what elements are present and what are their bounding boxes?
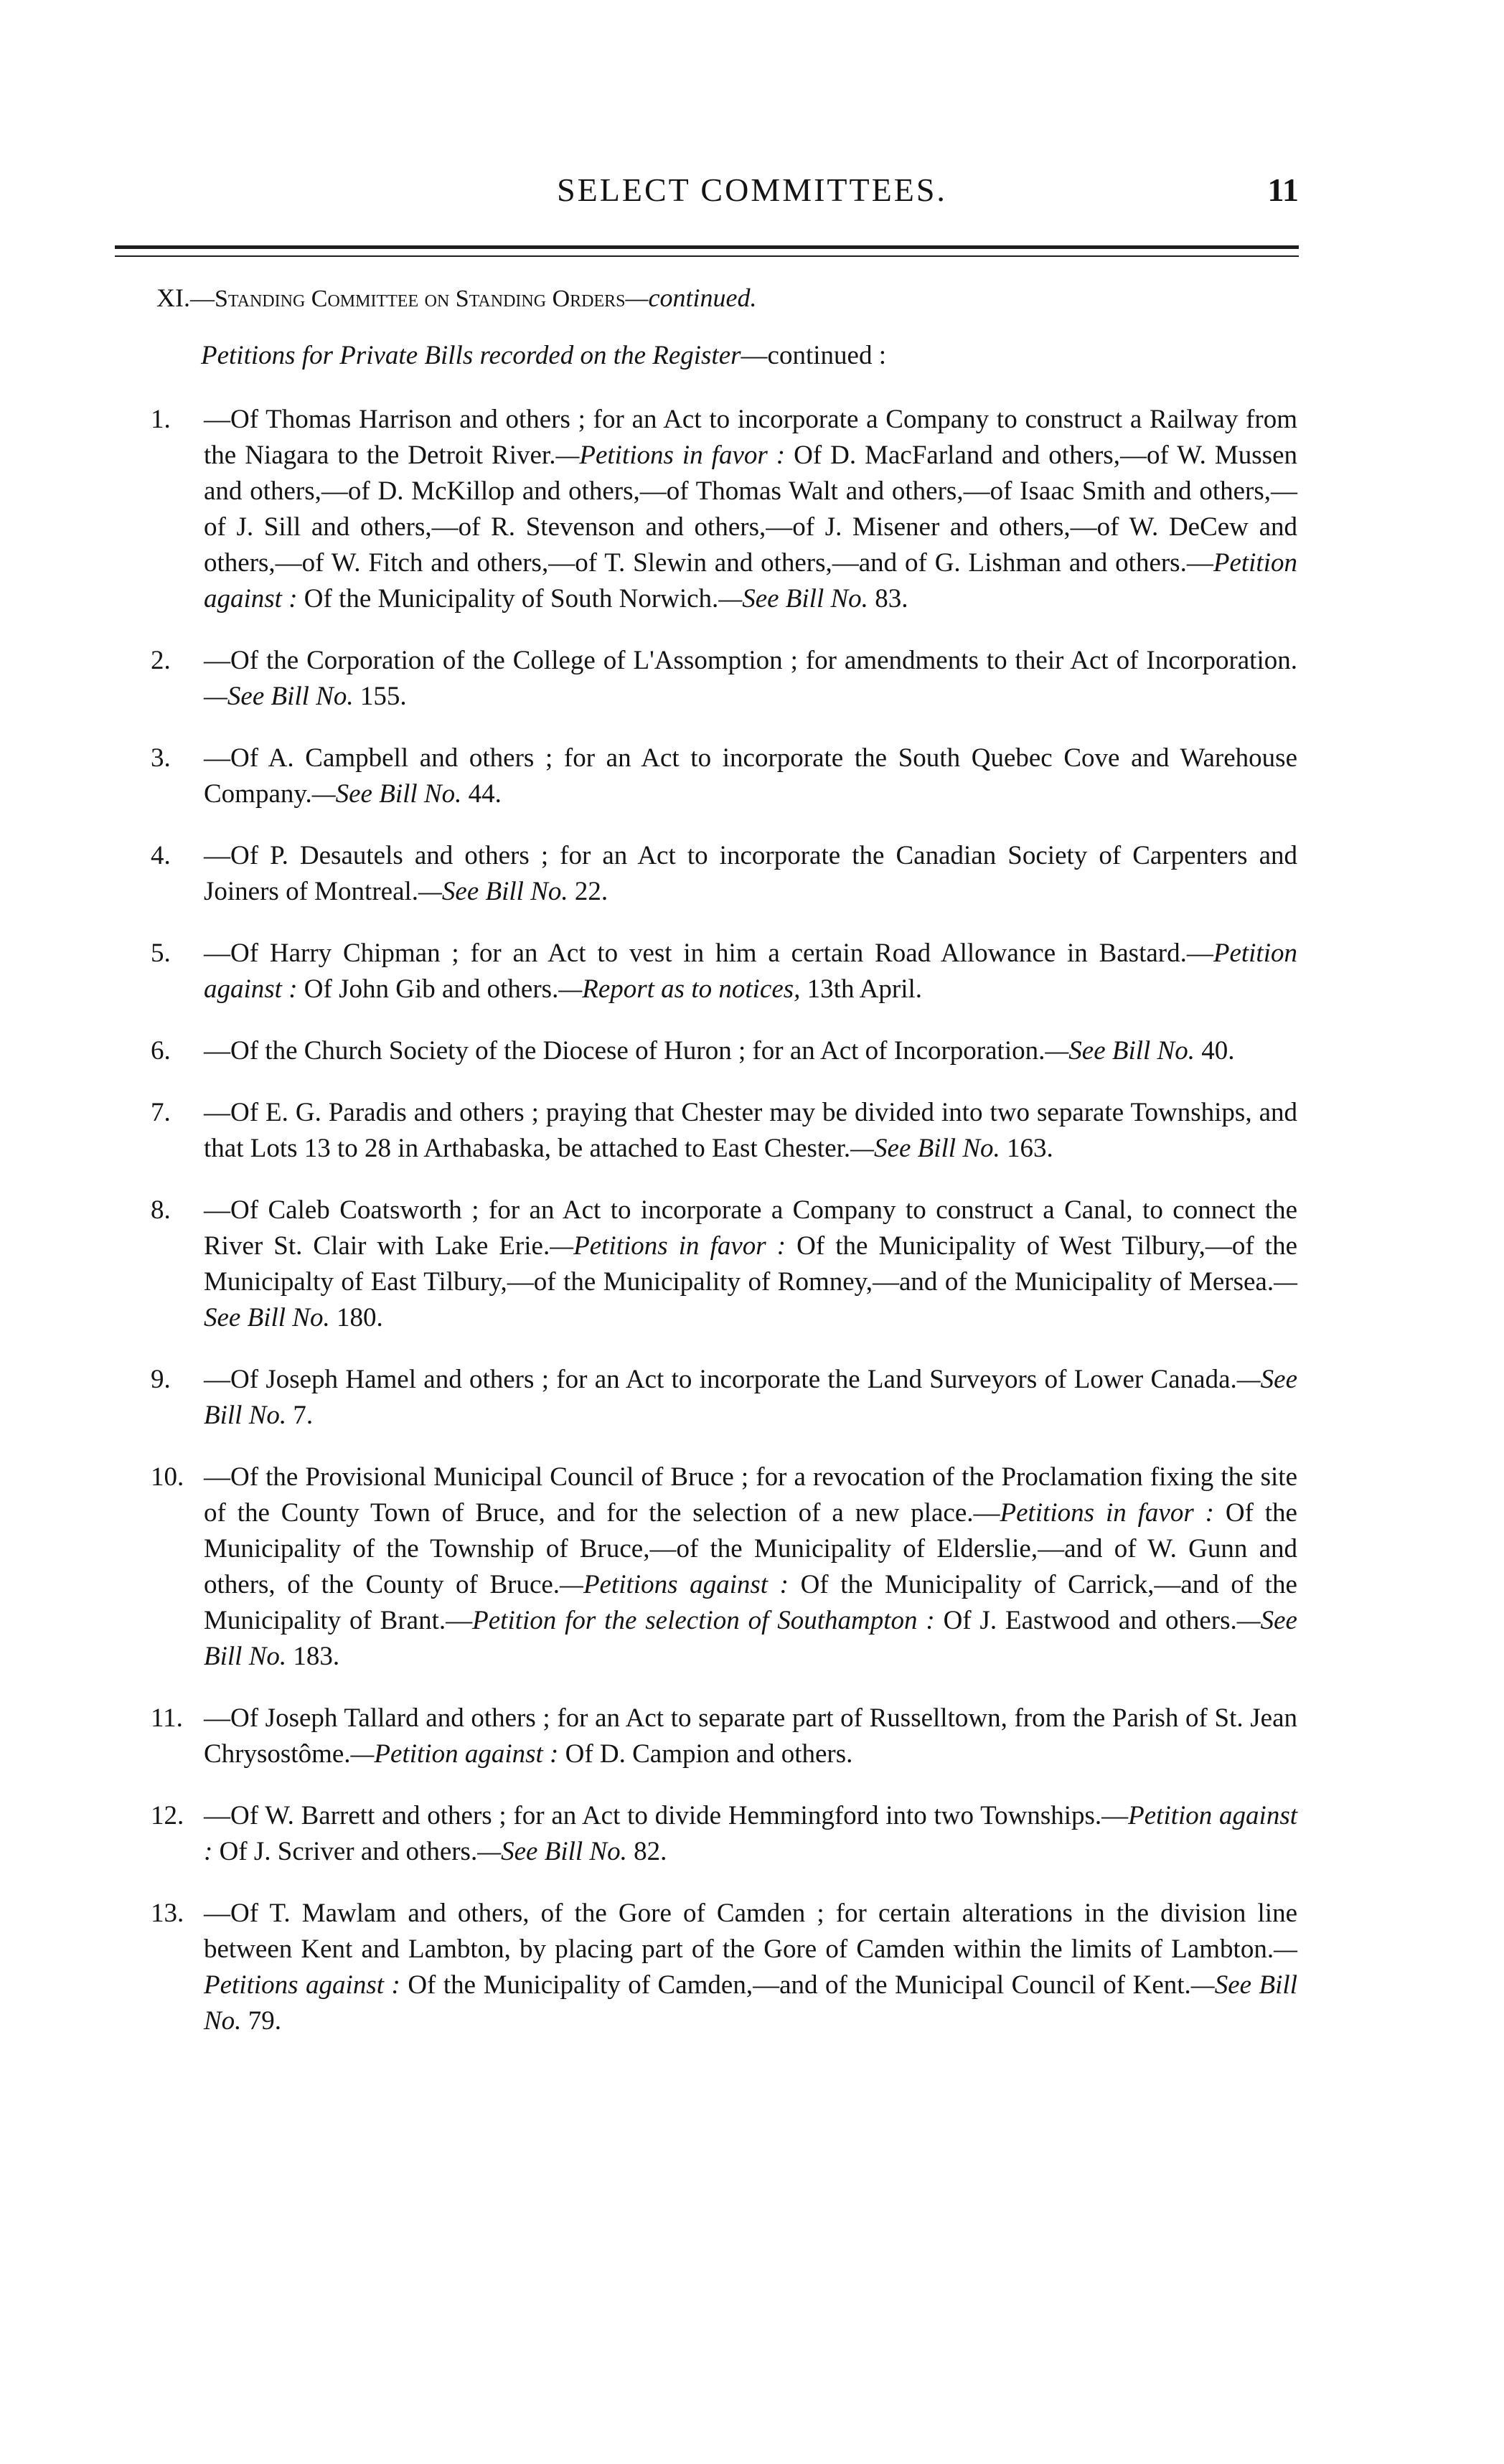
entry-italic-phrase: —See Bill No.: [418, 877, 568, 906]
entry-number: 8.: [151, 1195, 171, 1225]
entry-text-segment: Of the Municipality of Camden,—and of the Municipal Council of Kent.: [400, 1970, 1191, 2000]
list-item: [151, 838, 1297, 910]
list-item: [151, 1095, 1297, 1167]
header-rule-thick: [115, 245, 1299, 249]
list-item: [151, 402, 1297, 617]
entry-italic-phrase: —See Bill No.: [204, 682, 354, 711]
entry-text-segment: —Of the Corporation of the College of L'Assomption ; for amendments to their Act of Incorporation.: [204, 646, 1297, 675]
entry-number: 4.: [151, 841, 171, 870]
entry-text-segment: 40.: [1195, 1036, 1235, 1066]
entry-number: 13.: [151, 1899, 184, 1928]
entry-text-segment: Of the Municipality of South Norwich.: [297, 584, 719, 613]
page-number: 11: [1267, 171, 1299, 208]
entry-text-segment: Of the Municipality of West Tilbury,—of the Municipalty of East Tilbury,—of the Municipality of Romney,—and of the Municipality of Mersea.: [204, 1231, 1297, 1297]
entry-text: [204, 841, 1297, 906]
entry-italic-phrase: —Petitions in favor :: [550, 1231, 786, 1261]
list-item: [151, 1033, 1297, 1069]
entry-text-segment: —Of P. Desautels and others ; for an Act to incorporate the Canadian Society of Carpenters and Joiners of Montreal.: [204, 841, 1297, 906]
page-title: SELECT COMMITTEES.: [557, 171, 947, 208]
entry-text-segment: 7.: [286, 1401, 314, 1430]
entry-text-segment: 183.: [286, 1642, 340, 1671]
entry-text-segment: —Of Thomas Harrison and others ; for an Act to incorporate a Company to construct a Railway from the Niagara to the Detroit River.: [204, 405, 1297, 470]
entry-number: 2.: [151, 646, 171, 675]
entry-text-segment: —Of the Provisional Municipal Council of Bruce ; for a revocation of the Proclamation fixing the site of the County Town of Bruce, and for the selection of a new place.—: [204, 1462, 1297, 1528]
entry-italic-phrase: —Petitions in favor :: [555, 441, 786, 470]
entry-number: 7.: [151, 1098, 171, 1127]
entry-italic-phrase: —See Bill No.: [204, 1606, 1297, 1671]
list-item: [151, 1362, 1297, 1434]
entry-number: 11.: [151, 1703, 183, 1733]
entry-text: [204, 646, 1297, 711]
entry-text-segment: 163.: [1000, 1134, 1053, 1163]
entry-text: [204, 1036, 1235, 1066]
entry-text-segment: Of J. Eastwood and others.: [934, 1606, 1237, 1635]
entry-italic-phrase: —Petitions against :: [560, 1570, 789, 1599]
section-title-continued: —continued.: [625, 283, 757, 312]
entry-text-segment: —Of W. Barrett and others ; for an Act to divide Hemmingford into two Townships.—: [204, 1801, 1129, 1830]
header-rule-thin: [115, 255, 1299, 257]
entry-text: [204, 1098, 1297, 1163]
entry-number: 1.: [151, 405, 171, 434]
entry-italic-phrase: —See Bill No.: [311, 779, 462, 809]
entry-text-segment: —Of E. G. Paradis and others ; praying that Chester may be divided into two separate Townships, and that Lots 13 to 28 in Arthabaska, be attached to East Chester.: [204, 1098, 1297, 1163]
entry-italic-phrase: —See Bill No.: [204, 1365, 1297, 1430]
entry-text-segment: Of D. MacFarland and others,—of W. Mussen and others,—of D. McKillop and others,—of Thomas Walt and others,—of Isaac Smith and others,—of J. Sill and others,—of R. Stevenson and others,—of J. Misener and others,—of W. DeCew and others,—of W. Fitch and others,—of T. Slewin and others,—and of G. Lishman and others.—: [204, 441, 1297, 578]
entry-italic-phrase: —See Bill No.: [850, 1134, 1000, 1163]
entry-italic-phrase: —Report as to notices,: [558, 974, 801, 1004]
entry-italic-phrase: —See Bill No.: [204, 1970, 1297, 2036]
entry-text-segment: —Of Joseph Hamel and others ; for an Act to incorporate the Land Surveyors of Lower Canada.: [204, 1365, 1237, 1394]
entry-text: [204, 405, 1297, 613]
entry-text-segment: 79.: [241, 2006, 281, 2036]
entry-text-segment: —Of Caleb Coatsworth ; for an Act to incorporate a Company to construct a Canal, to connect the River St. Clair with Lake Erie.: [204, 1195, 1297, 1261]
entry-italic-phrase: —See Bill No.: [718, 584, 868, 613]
entry-text: [204, 1462, 1297, 1671]
entry-text-segment: —Of Joseph Tallard and others ; for an Act to separate part of Russelltown, from the Parish of St. Jean Chrysostôme.: [204, 1703, 1297, 1769]
entry-text-segment: —Of the Church Society of the Diocese of Huron ; for an Act of Incorporation.: [204, 1036, 1045, 1066]
entry-italic-phrase: —See Bill No.: [1045, 1036, 1195, 1066]
list-item: [151, 643, 1297, 715]
entry-italic-phrase: Petition against :: [204, 1801, 1297, 1866]
entry-number: 3.: [151, 743, 171, 773]
entry-italic-phrase: —Petitions against :: [204, 1934, 1297, 2000]
entry-text-segment: —Of A. Campbell and others ; for an Act to incorporate the South Quebec Cove and Warehouse Company.: [204, 743, 1297, 809]
entry-number: 9.: [151, 1365, 171, 1394]
entry-text: [204, 1703, 1297, 1769]
entry-text-segment: —Of T. Mawlam and others, of the Gore of Camden ; for certain alterations in the division line between Kent and Lambton, by placing part of the Gore of Camden within the limits of Lambton.: [204, 1899, 1297, 1964]
entry-number: 6.: [151, 1036, 171, 1066]
section-title: [156, 283, 756, 313]
entry-italic-phrase: —Petition against :: [350, 1739, 559, 1769]
entry-italic-phrase: —See Bill No.: [477, 1837, 627, 1866]
entry-text: [204, 1195, 1297, 1332]
list-item: [151, 740, 1297, 812]
entry-text-segment: 155.: [353, 682, 407, 711]
petition-list: [151, 402, 1297, 2065]
list-item: [151, 1193, 1297, 1336]
section-number: XI.: [156, 283, 190, 312]
section-title-text: —Standing Committee on Standing Orders: [190, 286, 626, 312]
entry-text-segment: Of the Municipality of Carrick,—and of the Municipality of Brant.—: [204, 1570, 1297, 1635]
entry-text: [204, 939, 1297, 1004]
entry-text-segment: Of J. Scriver and others.: [212, 1837, 478, 1866]
entry-text-segment: 13th April.: [800, 974, 923, 1004]
entry-italic-phrase: —See Bill No.: [204, 1267, 1297, 1332]
entry-text-segment: 82.: [626, 1837, 667, 1866]
entry-number: 12.: [151, 1801, 184, 1830]
entry-text: [204, 743, 1297, 809]
entry-number: 5.: [151, 939, 171, 968]
entry-text: [204, 1365, 1297, 1430]
list-item: [151, 1896, 1297, 2039]
entry-text-segment: —Of Harry Chipman ; for an Act to vest in him a certain Road Allowance in Bastard.—: [204, 939, 1213, 968]
list-item: [151, 1459, 1297, 1675]
entry-italic-phrase: Petition for the selection of Southampton :: [472, 1606, 935, 1635]
entry-number: 10.: [151, 1462, 184, 1492]
entry-text-segment: Of John Gib and others.: [297, 974, 559, 1004]
entry-italic-phrase: Petitions in favor :: [1000, 1498, 1214, 1528]
entry-text-segment: 22.: [568, 877, 608, 906]
list-item: [151, 1798, 1297, 1870]
section-subtitle: [201, 340, 886, 371]
subtitle-italic: Petitions for Private Bills recorded on the Register: [201, 341, 741, 370]
subtitle-normal: —continued :: [741, 341, 886, 370]
list-item: [151, 1701, 1297, 1772]
entry-text: [204, 1899, 1297, 2036]
entry-text-segment: Of the Municipality of the Township of Bruce,—of the Municipality of Elderslie,—and of W. Gunn and others, of the County of Bruce.: [204, 1498, 1297, 1599]
list-item: [151, 936, 1297, 1007]
entry-text-segment: 83.: [868, 584, 908, 613]
entry-italic-phrase: Petition against :: [204, 548, 1297, 613]
entry-text-segment: 180.: [329, 1303, 383, 1332]
running-head: [0, 171, 1504, 221]
entry-text-segment: Of D. Campion and others.: [558, 1739, 853, 1769]
entry-text-segment: 44.: [461, 779, 502, 809]
entry-italic-phrase: Petition against :: [204, 939, 1297, 1004]
entry-text: [204, 1801, 1297, 1866]
